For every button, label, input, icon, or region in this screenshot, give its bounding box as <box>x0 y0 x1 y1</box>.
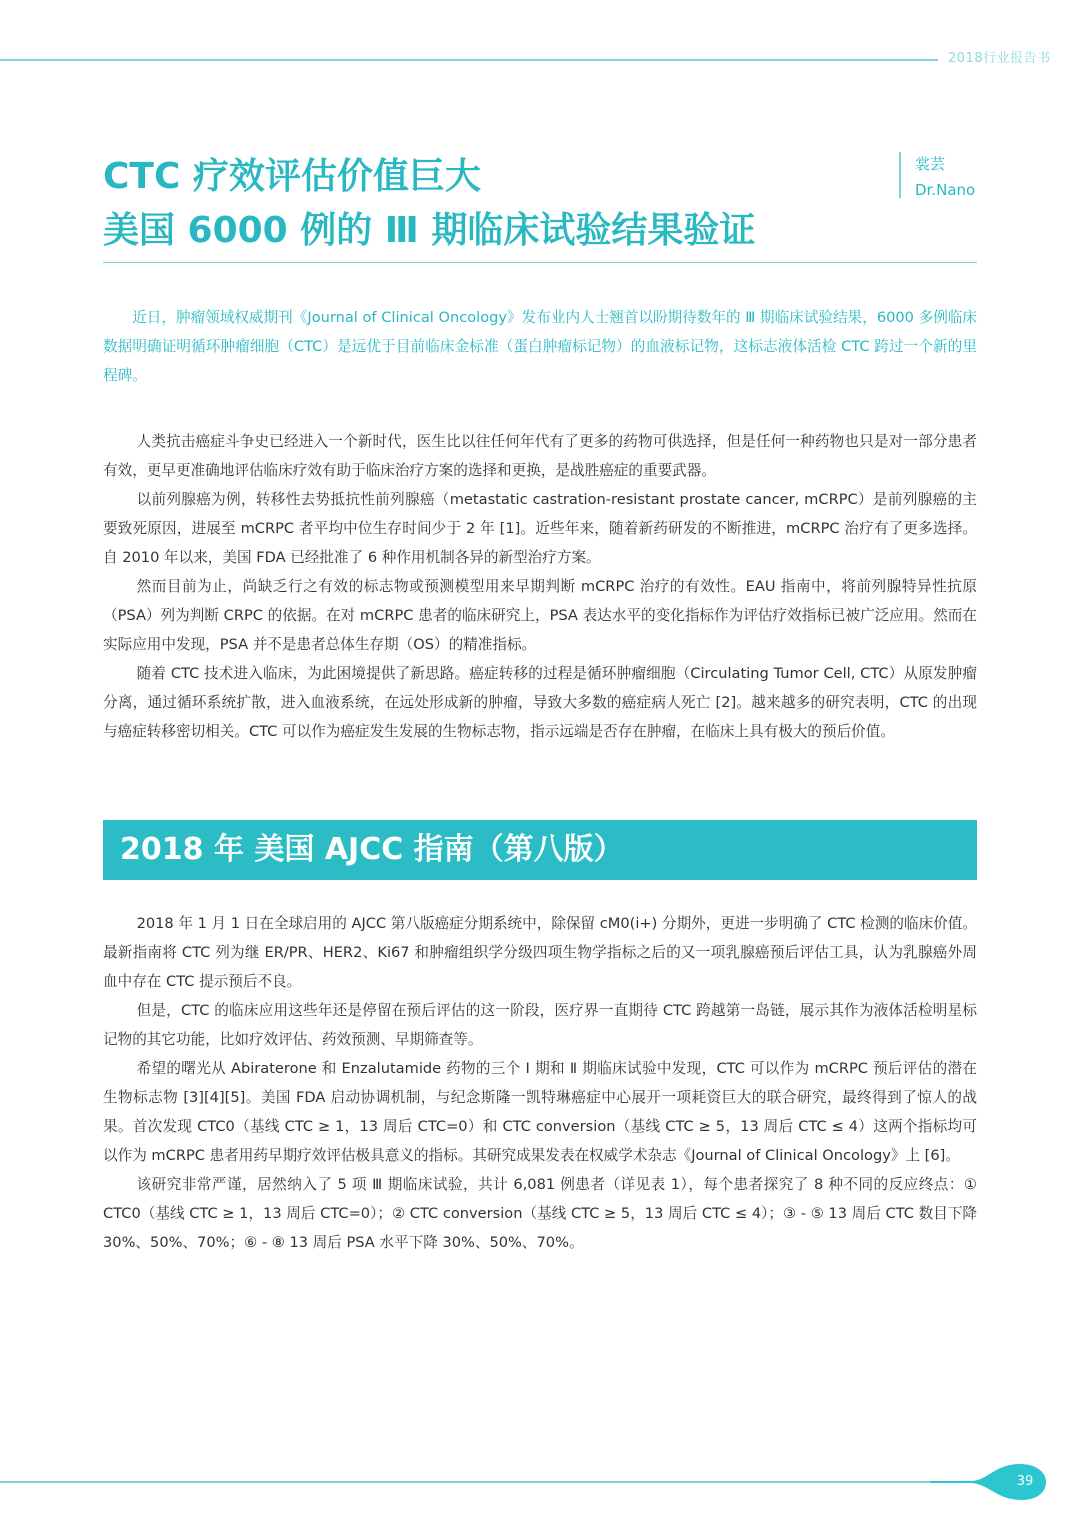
body-paragraph: 随着 CTC 技术进入临床，为此困境提供了新思路。癌症转移的过程是循环肿瘤细胞（Circulating Tumor Cell, CTC）从原发肿瘤分离，通过循环系统扩散，进入血液系统，在远处形成新的肿瘤，导致大多数的癌症病人死亡 [2]。越来越多的研究表明，CTC 的出现与癌症转移密切相关。CTC 可以作为癌症发生发展的生物标志物，指示远端是否存在肿瘤，在临床上具有极大的预后价值。 <box>103 665 977 740</box>
body-paragraph: 希望的曙光从 Abiraterone 和 Enzalutamide 药物的三个 Ⅰ 期和 Ⅱ 期临床试验中发现，CTC 可以作为 mCRPC 预后评估的潜在生物标志物 [3][4][5]。美国 FDA 启动协调机制，与纪念斯隆一凯特琳癌症中心展开一项耗资巨大的联合研究，最终得到了惊人的战果。首次发现 CTC0（基线 CTC ≥ 1，13 周后 CTC=0）和 CTC conversion（基线 CTC ≥ 5，13 周后 CTC ≤ 4）这两个指标均可以作为 mCRPC 患者用药早期疗效评估极具意义的指标。其研究成果发表在权威学术杂志《Journal of Clinical Oncology》上 [6]。 <box>103 1060 977 1164</box>
intro-section <box>103 427 977 746</box>
header-label: 2018行业报告书 <box>948 51 1051 66</box>
body-paragraph: 以前列腺癌为例，转移性去势抵抗性前列腺癌（metastatic castration-resistant prostate cancer, mCRPC）是前列腺癌的主要致死原因，进展至 mCRPC 者平均中位生存时间少于 2 年 [1]。近些年来，随着新药研发的不断推进，mCRPC 治疗有了更多选择。自 2010 年以来，美国 FDA 已经批准了 6 种作用机制各异的新型治疗方案。 <box>103 491 977 566</box>
body-paragraph: 然而目前为止，尚缺乏行之有效的标志物或预测模型用来早期判断 mCRPC 治疗的有效性。EAU 指南中，将前列腺特异性抗原（PSA）列为判断 CRPC 的依据。在对 mCRPC 患者的临床研究上，PSA 表达水平的变化指标作为评估疗效指标已被广泛应用。然而在实际应用中发现，PSA 并不是患者总体生存期（OS）的精准指标。 <box>103 578 977 653</box>
lead-paragraph: 近日，肿瘤领域权威期刊《Journal of Clinical Oncology》发布业内人士翘首以盼期待数年的 Ⅲ 期临床试验结果，6000 多例临床数据明确证明循环肿瘤细胞（CTC）是远优于目前临床金标准（蛋白肿瘤标记物）的血液标记物，这标志液体活检 CTC 跨过一个新的里程碑。 <box>103 309 977 384</box>
body-paragraph: 人类抗击癌症斗争史已经进入一个新时代，医生比以往任何年代有了更多的药物可供选择，但是任何一种药物也只是对一部分患者有效，更早更准确地评估临床疗效有助于临床治疗方案的选择和更换，是战胜癌症的重要武器。 <box>103 433 977 479</box>
title-rule <box>103 262 977 263</box>
title-line-1: CTC 疗效评估价值巨大 <box>103 156 481 197</box>
body-paragraph: 该研究非常严谨，居然纳入了 5 项 Ⅲ 期临床试验，共计 6,081 例患者（详见表 1），每个患者探究了 8 种不同的反应终点：① CTC0（基线 CTC ≥ 1，13 周后 CTC=0）；② CTC conversion（基线 CTC ≥ 5，13 周后 CTC ≤ 4）；③ - ⑤ 13 周后 CTC 数目下降 30%、50%、70%；⑥ - ⑧ 13 周后 PSA 水平下降 30%、50%、70%。 <box>103 1176 977 1251</box>
page-number: 39 <box>1016 1474 1034 1489</box>
footer-rule <box>0 1481 940 1483</box>
body-paragraph: 2018 年 1 月 1 日在全球启用的 AJCC 第八版癌症分期系统中，除保留 cM0(i+) 分期外，更进一步明确了 CTC 检测的临床价值。最新指南将 CTC 列为继 ER/PR、HER2、Ki67 和肿瘤组织学分级四项生物学指标之后的又一项乳腺癌预后评估工具，认为乳腺癌外周血中存在 CTC 提示预后不良。 <box>103 915 977 990</box>
ajcc-section <box>103 909 977 1257</box>
title-line-2: 美国 6000 例的 Ⅲ 期临床试验结果验证 <box>103 210 756 251</box>
section-heading: 2018 年 美国 AJCC 指南（第八版） <box>120 832 624 867</box>
header-rule <box>0 59 938 61</box>
author-divider <box>899 152 901 198</box>
author-alias: Dr.Nano <box>915 181 976 199</box>
author-name: 裳芸 <box>915 155 946 173</box>
author-block <box>915 151 975 203</box>
article-title <box>103 150 883 258</box>
body-paragraph: 但是，CTC 的临床应用这些年还是停留在预后评估的这一阶段，医疗界一直期待 CTC 跨越第一岛链，展示其作为液体活检明星标记物的其它功能，比如疗效评估、药效预测、早期筛查等。 <box>103 1002 977 1048</box>
section-banner <box>103 820 977 880</box>
